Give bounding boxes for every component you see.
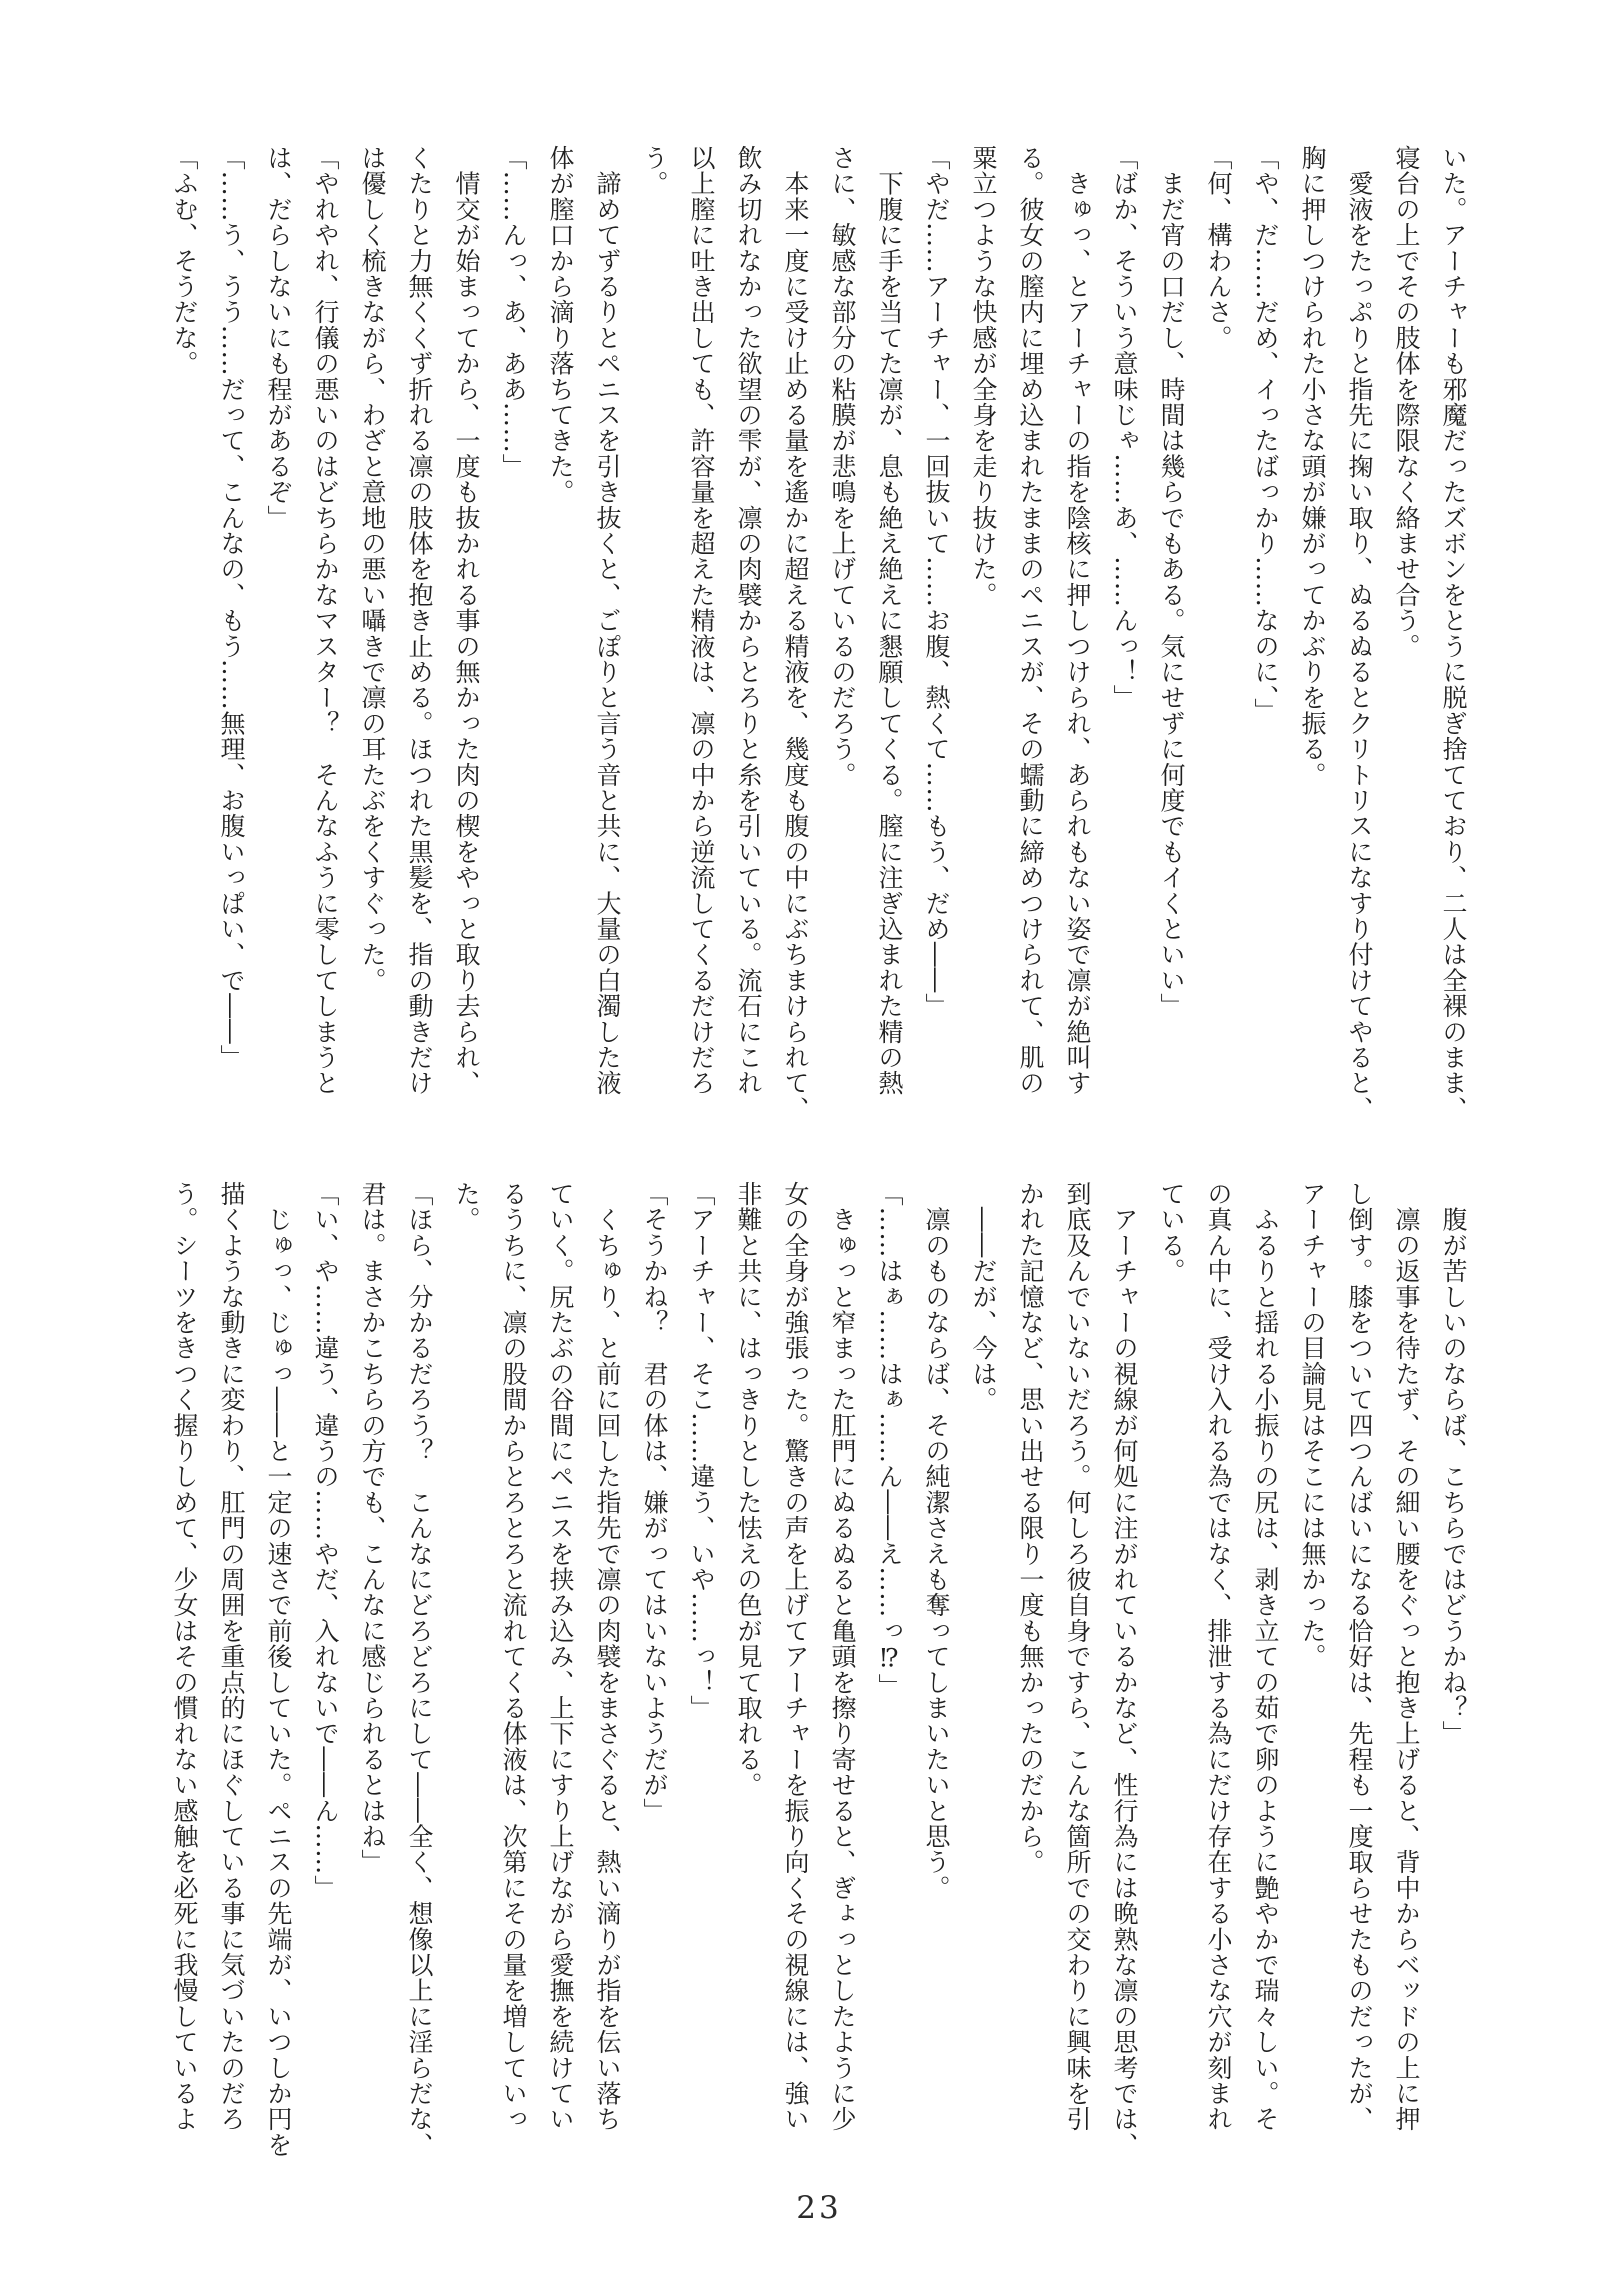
text-line: 情交が始まってから、一度も抜かれる事の無かった肉の楔をやっと取り去られ、 bbox=[452, 145, 481, 1096]
text-line: 凛の返事を待たず、その細い腰をぐっと抱き上げると、背中からベッドの上に押 bbox=[1392, 1181, 1421, 2132]
text-line: 腹が苦しいのならば、こちらではどうかね？」 bbox=[1439, 1181, 1468, 1747]
text-line: 下腹に手を当てた凛が、息も絶え絶えに懇願してくる。膣に注ぎ込まれた精の熱 bbox=[875, 145, 904, 1096]
text-line: 「何、構わんさ。 bbox=[1204, 145, 1233, 351]
text-line: 「そうかね？ 君の体は、嫌がってはいないようだが」 bbox=[640, 1181, 669, 1824]
text-line: 飲み切れなかった欲望の雫が、凛の肉襞からとろりと糸を引いている。流石にこれ bbox=[734, 145, 763, 1096]
text-line: くちゅり、と前に回した指先で凛の肉襞をまさぐると、熱い滴りが指を伝い落ち bbox=[593, 1181, 622, 2132]
text-line: ふるりと揺れる小振りの尻は、剥き立ての茹で卵のように艶やかで瑞々しい。そ bbox=[1251, 1181, 1280, 2132]
text-line: は優しく梳きながら、わざと意地の悪い囁きで凛の耳たぶをくすぐった。 bbox=[358, 145, 387, 994]
text-line: う。シーツをきつく握りしめて、少女はその慣れない感触を必死に我慢しているよ bbox=[170, 1181, 199, 2132]
text-line: ――だが、今は。 bbox=[969, 1181, 998, 1413]
text-line: し倒す。膝をついて四つんばいになる恰好は、先程も一度取らせたものだったが、 bbox=[1345, 1181, 1374, 2132]
text-line: た。 bbox=[452, 1181, 481, 1233]
text-line: 非難と共に、はっきりとした怯えの色が見て取れる。 bbox=[734, 1181, 763, 1798]
text-line: 「……んっ、あ、ああ……」 bbox=[499, 145, 528, 480]
text-line: 「やだ……アーチャー、一回抜いて……お腹、熱くて……もう、だめ――」 bbox=[922, 145, 951, 1019]
text-line: いた。アーチャーも邪魔だったズボンをとうに脱ぎ捨てており、二人は全裸のまま、 bbox=[1439, 145, 1468, 1122]
text-line: う。 bbox=[640, 145, 669, 197]
text-line: は、だらしないにも程があるぞ」 bbox=[264, 145, 293, 531]
text-line: 愛液をたっぷりと指先に掬い取り、ぬるぬるとクリトリスになすり付けてやると、 bbox=[1345, 145, 1374, 1122]
text-line: 女の全身が強張った。驚きの声を上げてアーチャーを振り向くその視線には、強い bbox=[781, 1181, 810, 2132]
text-line: 到底及んでいないだろう。何しろ彼自身ですら、こんな箇所での交わりに興味を引 bbox=[1063, 1181, 1092, 2132]
text-line: 凛のものならば、その純潔さえも奪ってしまいたいと思う。 bbox=[922, 1181, 951, 1901]
text-line: る。彼女の膣内に埋め込まれたままのペニスが、その蠕動に締めつけられて、肌の bbox=[1016, 145, 1045, 1096]
text-block-top bbox=[161, 145, 1477, 1131]
text-line: かれた記憶など、思い出せる限り一度も無かったのだから。 bbox=[1016, 1181, 1045, 1875]
text-line: ている。 bbox=[1157, 1181, 1186, 1284]
text-line: 諦めてずるりとペニスを引き抜くと、ごぽりと言う音と共に、大量の白濁した液 bbox=[593, 145, 622, 1096]
text-line: 「や、だ……だめ、イったばっかり……なのに、」 bbox=[1251, 145, 1280, 724]
text-line: ていく。尻たぶの谷間にペニスを挟み込み、上下にすり上げながら愛撫を続けてい bbox=[546, 1181, 575, 2132]
text-line: 「ふむ、そうだな。 bbox=[170, 145, 199, 377]
text-line: 「やれやれ、行儀の悪いのはどちらかなマスター？ そんなふうに零してしまうと bbox=[311, 145, 340, 1096]
text-line: さに、敏感な部分の粘膜が悲鳴を上げているのだろう。 bbox=[828, 145, 857, 788]
text-line: きゅっと窄まった肛門にぬるぬると亀頭を擦り寄せると、ぎょっとしたように少 bbox=[828, 1181, 857, 2132]
text-line: るうちに、凛の股間からとろとろと流れてくる体液は、次第にその量を増していっ bbox=[499, 1181, 528, 2132]
text-line: きゅっ、とアーチャーの指を陰核に押しつけられ、あられもない姿で凛が絶叫す bbox=[1063, 145, 1092, 1096]
text-line: 「アーチャー、そこ……違う、いや……っ！」 bbox=[687, 1181, 716, 1721]
page-number: 23 bbox=[796, 2190, 842, 2226]
text-line: の真ん中に、受け入れる為ではなく、排泄する為にだけ存在する小さな穴が刻まれ bbox=[1204, 1181, 1233, 2132]
text-line: くたりと力無くくず折れる凛の肢体を抱き止める。ほつれた黒髪を、指の動きだけ bbox=[405, 145, 434, 1096]
text-line: 粟立つような快感が全身を走り抜けた。 bbox=[969, 145, 998, 608]
text-line: アーチャーの視線が何処に注がれているかなど、性行為には晩熟な凛の思考では、 bbox=[1110, 1181, 1139, 2158]
text-line: 胸に押しつけられた小さな頭が嫌がってかぶりを振る。 bbox=[1298, 145, 1327, 788]
text-line: 「ほら、分かるだろう？ こんなにどろどろにして――全く、想像以上に淫らだな、 bbox=[405, 1181, 434, 2158]
text-line: 寝台の上でその肢体を際限なく絡ませ合う。 bbox=[1392, 145, 1421, 659]
text-line: 以上膣に吐き出しても、許容量を超えた精液は、凛の中から逆流してくるだけだろ bbox=[687, 145, 716, 1096]
text-block-bottom bbox=[161, 1181, 1477, 2167]
text-line: じゅっ、じゅっ――と一定の速さで前後していた。ペニスの先端が、いつしか円を bbox=[264, 1181, 293, 2158]
text-line: 描くような動きに変わり、肛門の周囲を重点的にほぐしている事に気づいたのだろ bbox=[217, 1181, 246, 2132]
text-line: 体が膣口から滴り落ちてきた。 bbox=[546, 145, 575, 505]
text-line: 「……はぁ……はぁ……ん――え……っ⁉」 bbox=[875, 1181, 904, 1699]
text-line: 君は。まさかこちらの方でも、こんなに感じられるとはね」 bbox=[358, 1181, 387, 1875]
text-line: 「ばか、そういう意味じゃ……あ、……んっ！」 bbox=[1110, 145, 1139, 711]
text-line: 「い、や……違う、違うの……やだ、入れないで――ん……」 bbox=[311, 1181, 340, 1901]
text-line: 本来一度に受け止める量を遙かに超える精液を、幾度も腹の中にぶちまけられて、 bbox=[781, 145, 810, 1122]
text-line: アーチャーの目論見はそこには無かった。 bbox=[1298, 1181, 1327, 1670]
text-line: 「……う、うう……だって、こんなの、もう……無理、お腹いっぱい、で――」 bbox=[217, 145, 246, 1071]
text-line: まだ宵の口だし、時間は幾らでもある。気にせずに何度でもイくといい」 bbox=[1157, 145, 1186, 1019]
